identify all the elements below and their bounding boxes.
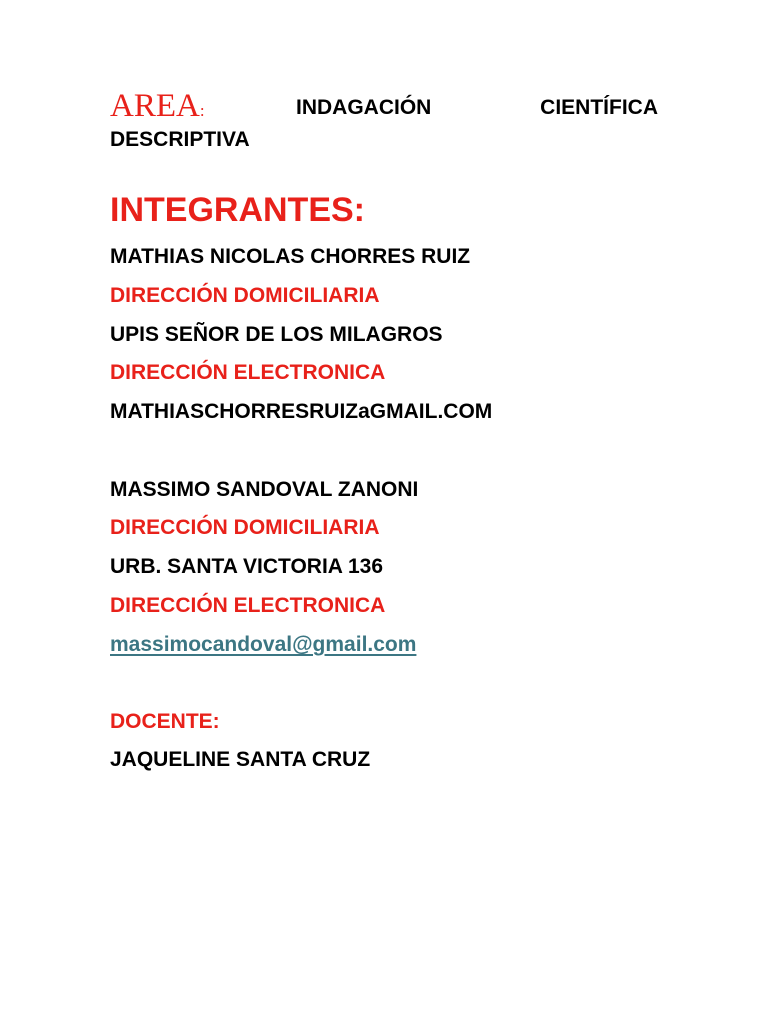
member-1-address: UPIS SEÑOR DE LOS MILAGROS xyxy=(110,323,443,346)
subject-word-2: CIENTÍFICA xyxy=(540,96,658,119)
member-2-email-link[interactable]: massimocandoval@gmail.com xyxy=(110,633,417,656)
member-1-email: MATHIASCHORRESRUIZaGMAIL.COM xyxy=(110,400,493,423)
member-2-address-label: DIRECCIÓN DOMICILIARIA xyxy=(110,516,380,539)
teacher-name: JAQUELINE SANTA CRUZ xyxy=(110,748,371,771)
subject-word-1: INDAGACIÓN xyxy=(296,96,432,119)
members-heading: INTEGRANTES: xyxy=(110,191,365,229)
area-colon: : xyxy=(199,101,205,120)
member-1-name: MATHIAS NICOLAS CHORRES RUIZ xyxy=(110,245,471,268)
area-label: AREA: xyxy=(110,88,205,124)
subject-line-2: DESCRIPTIVA xyxy=(110,128,250,151)
member-1-email-label: DIRECCIÓN ELECTRONICA xyxy=(110,361,386,384)
member-2-email-label: DIRECCIÓN ELECTRONICA xyxy=(110,594,386,617)
member-1-address-label: DIRECCIÓN DOMICILIARIA xyxy=(110,284,380,307)
member-2-name: MASSIMO SANDOVAL ZANONI xyxy=(110,478,419,501)
member-2-address: URB. SANTA VICTORIA 136 xyxy=(110,555,384,578)
title-line xyxy=(110,86,658,126)
teacher-label: DOCENTE: xyxy=(110,710,220,733)
